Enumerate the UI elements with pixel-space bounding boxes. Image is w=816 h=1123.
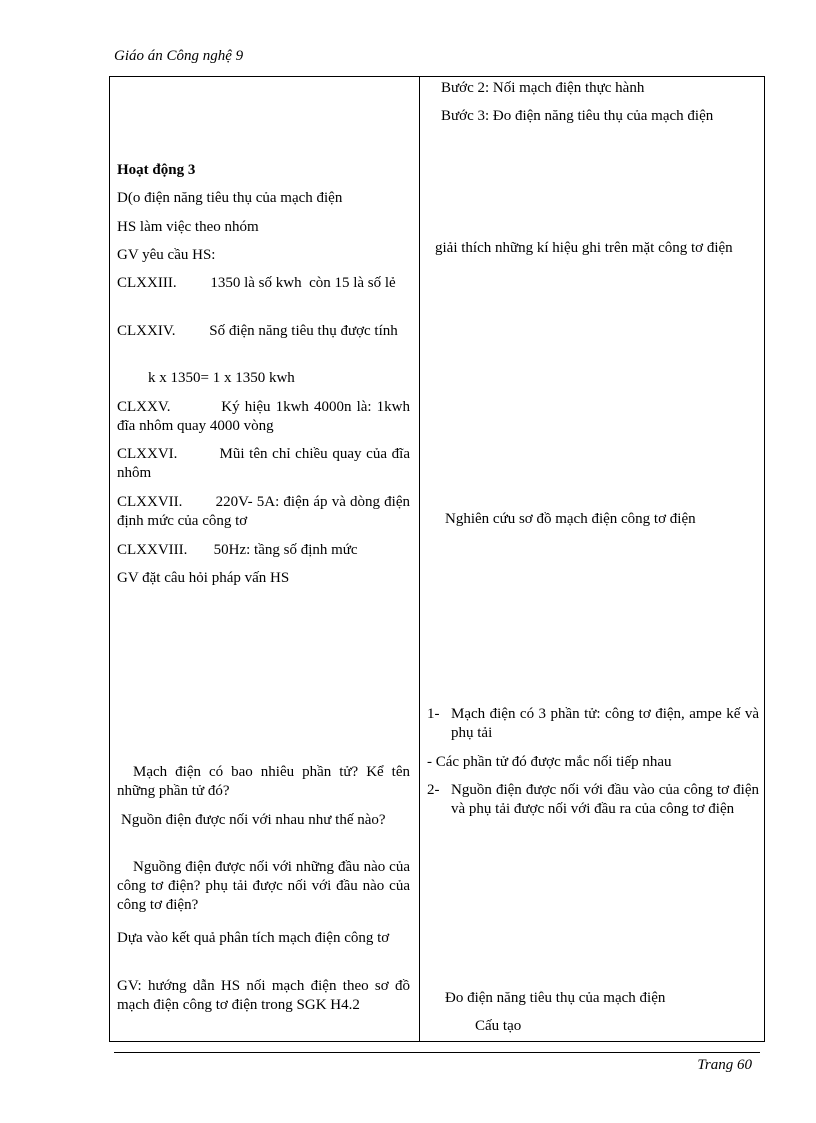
document-header: Giáo án Công nghệ 9: [114, 48, 244, 64]
left-paragraph: GV yêu cầu HS:: [117, 247, 216, 263]
left-list-item: CLXXVIII. 50Hz: tầng số định mức: [117, 542, 358, 558]
left-paragraph: GV: hướng dẫn HS nối mạch điện theo sơ đồ mạch điện công tơ điện trong SGK H4.2: [117, 978, 410, 1013]
item-number: 1-: [427, 706, 440, 722]
left-paragraph: D(o điện năng tiêu thụ của mạch điện: [117, 190, 343, 206]
item-text: Nguồn điện được nối với đầu vào của công tơ điện và phụ tải được nối với đầu ra của công tơ điện: [451, 782, 759, 817]
right-paragraph: - Các phần tử đó được mắc nối tiếp nhau: [427, 754, 672, 770]
right-paragraph: Đo điện năng tiêu thụ của mạch điện: [445, 990, 666, 1006]
question: Mạch điện có bao nhiêu phần tử? Kể tên những phần tử đó?: [117, 764, 410, 799]
step-line: Bước 2: Nối mạch điện thực hành: [441, 80, 645, 96]
footer-rule: [114, 1052, 760, 1053]
step-line: Bước 3: Đo điện năng tiêu thụ của mạch điện: [441, 108, 714, 124]
right-paragraph: Cấu tạo: [475, 1018, 522, 1034]
question: Nguồng điện được nối với những đầu nào của công tơ điện? phụ tải được nối với đầu nào của công tơ điện?: [117, 859, 410, 913]
lesson-table: [109, 76, 765, 1042]
left-paragraph: HS làm việc theo nhóm: [117, 219, 259, 235]
formula-line: k x 1350= 1 x 1350 kwh: [148, 370, 295, 386]
question: Nguồn điện được nối với nhau như thế nào?: [121, 812, 386, 828]
right-paragraph: giải thích những kí hiệu ghi trên mặt công tơ điện: [435, 240, 733, 256]
left-list-item: CLXXIII. 1350 là số kwh còn 15 là số lẻ: [117, 275, 396, 291]
left-list-item: CLXXV. Ký hiệu 1kwh 4000n là: 1kwh đĩa nhôm quay 4000 vòng: [117, 399, 414, 434]
item-number: 2-: [427, 782, 440, 798]
numbered-item: [427, 781, 759, 819]
right-paragraph: Nghiên cứu sơ đồ mạch điện công tơ điện: [445, 511, 696, 527]
left-list-item: CLXXIV. Số điện năng tiêu thụ được tính: [117, 323, 398, 339]
numbered-item: [427, 705, 759, 743]
page-number: Trang 60: [697, 1057, 752, 1073]
left-list-item: CLXXVII. 220V- 5A: điện áp và dòng điện định mức của công tơ: [117, 494, 414, 529]
activity-title: Hoạt động 3: [117, 162, 196, 178]
column-divider: [419, 77, 420, 1041]
left-paragraph: Dựa vào kết quả phân tích mạch điện công tơ: [117, 930, 390, 946]
item-text: Mạch điện có 3 phần tử: công tơ điện, ampe kế và phụ tải: [451, 706, 759, 741]
left-paragraph: GV đặt câu hỏi pháp vấn HS: [117, 570, 290, 586]
left-list-item: CLXXVI. Mũi tên chỉ chiều quay của đĩa nhôm: [117, 446, 414, 481]
